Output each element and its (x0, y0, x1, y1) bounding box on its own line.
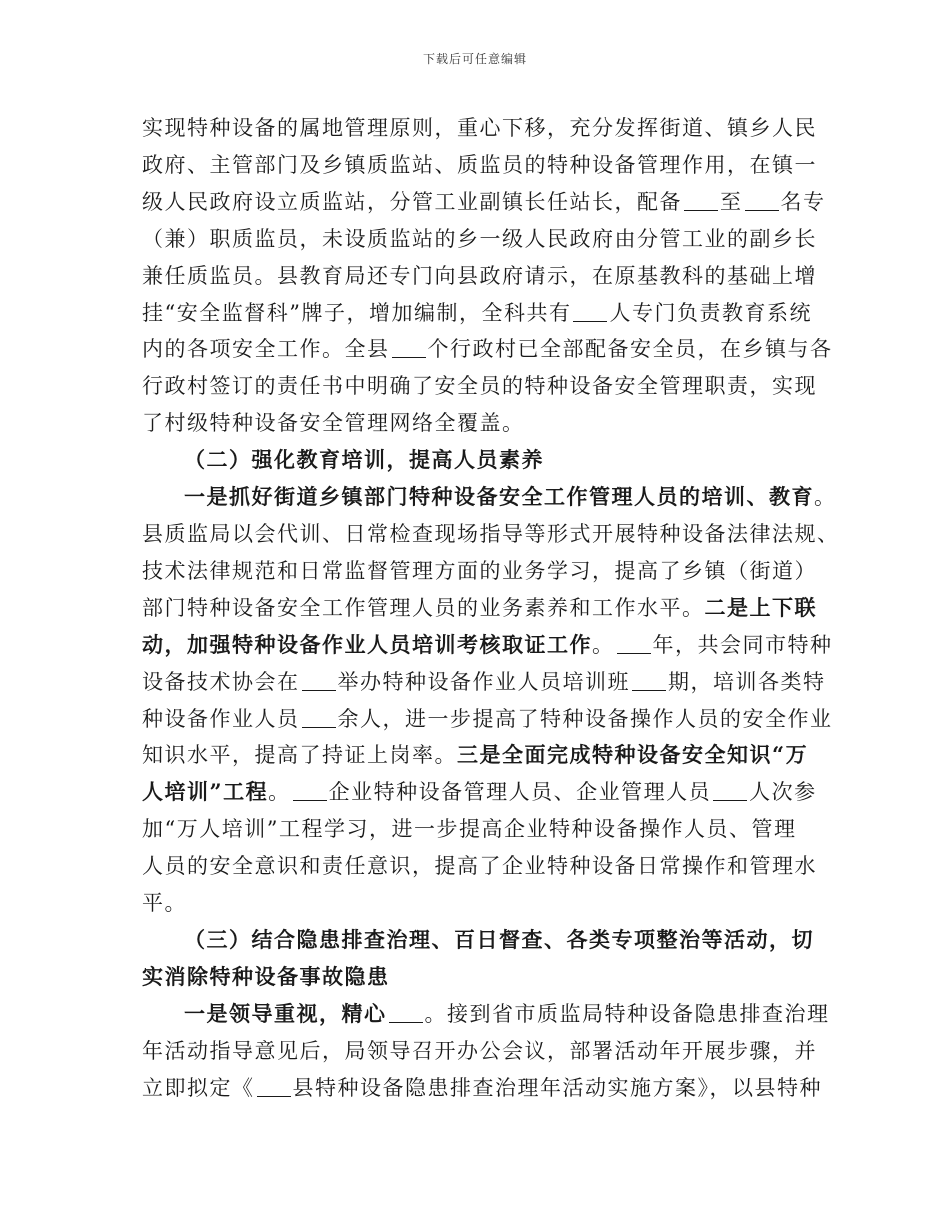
text-line (142, 737, 822, 774)
text-line (142, 1070, 822, 1107)
text-segment: 人员的安全意识和责任意识，提高了企业特种设备日常操作和管理水 (142, 854, 817, 879)
bold-text-segment: 一是抓好街道乡镇部门特种设备安全工作管理人员的培训、教育 (184, 484, 814, 510)
text-line (142, 258, 822, 295)
text-segment: 部门特种设备安全工作管理人员的业务素养和工作水平。 (142, 595, 705, 620)
text-segment: 年活动指导意见后，局领导召开办公会议，部署活动年开展步骤，并 (142, 1038, 817, 1063)
text-segment: 。 (814, 485, 837, 510)
text-segment: 加“万人培训”工程学习，进一步提高企业特种设备操作人员、管理 (142, 817, 797, 842)
fill-in-blank (302, 707, 336, 728)
text-line (142, 479, 837, 516)
text-segment: 平。 (142, 891, 187, 916)
text-segment: 年，共会同市特种 (652, 632, 833, 657)
bold-text-segment: （二）强化教育培训，提高人员素养 (184, 447, 544, 473)
text-line (142, 627, 833, 664)
text-line (142, 331, 833, 368)
fill-in-blank (392, 337, 426, 358)
text-segment: 举办特种设备作业人员培训班 (337, 669, 630, 694)
text-segment: 知识水平，提高了持证上岗率。 (142, 743, 457, 768)
text-segment: 县特种设备隐患排查治理年活动实施方案》，以县特种 (292, 1075, 822, 1100)
bold-text-segment: 动，加强特种设备作业人员培训考核取证工作 (142, 631, 592, 657)
text-line (142, 959, 822, 996)
text-line (142, 774, 822, 811)
text-line (142, 701, 833, 738)
fill-in-blank (617, 633, 651, 654)
text-segment: 行政村签订的责任书中明确了安全员的特种设备安全管理职责，实现 (142, 374, 817, 399)
bold-text-segment: （三）结合隐患排查治理、百日督查、各类专项整治等活动，切 (184, 926, 814, 952)
bold-text-segment: 三是全面完成特种设备安全知识“万 (457, 742, 809, 768)
text-line (142, 405, 822, 442)
fill-in-blank (632, 670, 666, 691)
text-segment: 级人民政府设立质监站，分管工业副镇长任站长，配备 (142, 189, 682, 214)
bold-text-segment: 实消除特种设备事故隐患 (142, 963, 390, 989)
text-segment: 挂“安全监督科”牌子，增加编制，全科共有 (142, 300, 572, 325)
bold-text-segment: 一是领导重视，精心 (184, 1000, 387, 1026)
fill-in-blank (293, 780, 327, 801)
fill-in-blank (573, 301, 607, 322)
text-segment: 企业特种设备管理人员、企业管理人员 (328, 780, 712, 805)
text-line (142, 295, 822, 332)
fill-in-blank (257, 1076, 291, 1097)
fill-in-blank (713, 780, 747, 801)
text-segment: 了村级特种设备安全管理网络全覆盖。 (142, 411, 525, 436)
text-segment: 人专门负责教育系统 (609, 300, 812, 325)
text-line (142, 922, 822, 959)
text-line (142, 442, 822, 479)
bold-text-segment: 人培训”工程 (142, 779, 269, 805)
text-segment: 名专 (780, 189, 826, 214)
bold-text-segment: 二是上下联 (704, 594, 817, 620)
text-segment: 内的各项安全工作。全县 (142, 337, 390, 362)
text-segment: 兼任质监员。县教育局还专门向县政府请示，在原基教科的基础上增 (142, 263, 817, 288)
text-line (142, 110, 822, 147)
text-line (142, 221, 822, 258)
text-line (142, 516, 840, 553)
text-segment: 。接到省市质监局特种设备隐患排查治理 (424, 1001, 830, 1026)
text-line (142, 885, 822, 922)
text-segment: 至 (720, 189, 743, 214)
text-segment: 政府、主管部门及乡镇质监站、质监员的特种设备管理作用，在镇一 (142, 152, 817, 177)
text-line (142, 811, 822, 848)
fill-in-blank (684, 190, 718, 211)
text-line (142, 1033, 822, 1070)
text-segment: 立即拟定《 (142, 1075, 255, 1100)
text-segment: 县质监局以会代训、日常检查现场指导等形式开展特种设备法律法规、 (142, 521, 840, 546)
fill-in-blank (389, 1002, 423, 1023)
text-line (142, 184, 826, 221)
fill-in-blank (745, 190, 779, 211)
text-segment: 种设备作业人员 (142, 706, 300, 731)
document-body (142, 110, 840, 1106)
page-header: 下载后可任意编辑 (422, 52, 527, 66)
text-line (142, 664, 826, 701)
text-segment: 余人，进一步提高了特种设备操作人员的安全作业 (337, 706, 833, 731)
text-segment: 期，培训各类特 (668, 669, 826, 694)
text-line (142, 368, 822, 405)
text-segment: 技术法律规范和日常监督管理方面的业务学习，提高了乡镇（街道） (142, 558, 817, 583)
text-segment: 。 (268, 780, 291, 805)
text-line (142, 590, 822, 627)
fill-in-blank (302, 670, 336, 691)
text-line (142, 553, 822, 590)
text-line (142, 848, 822, 885)
text-segment: （兼）职质监员，未设质监站的乡一级人民政府由分管工业的副乡长 (142, 226, 817, 251)
text-segment: 设备技术协会在 (142, 669, 300, 694)
text-segment: 。 (592, 632, 615, 657)
text-segment: 个行政村已全部配备安全员，在乡镇与各 (427, 337, 833, 362)
text-line (142, 996, 830, 1033)
text-segment: 实现特种设备的属地管理原则，重心下移，充分发挥街道、镇乡人民 (142, 116, 817, 140)
text-line (142, 147, 822, 184)
text-segment: 人次参 (749, 780, 817, 805)
